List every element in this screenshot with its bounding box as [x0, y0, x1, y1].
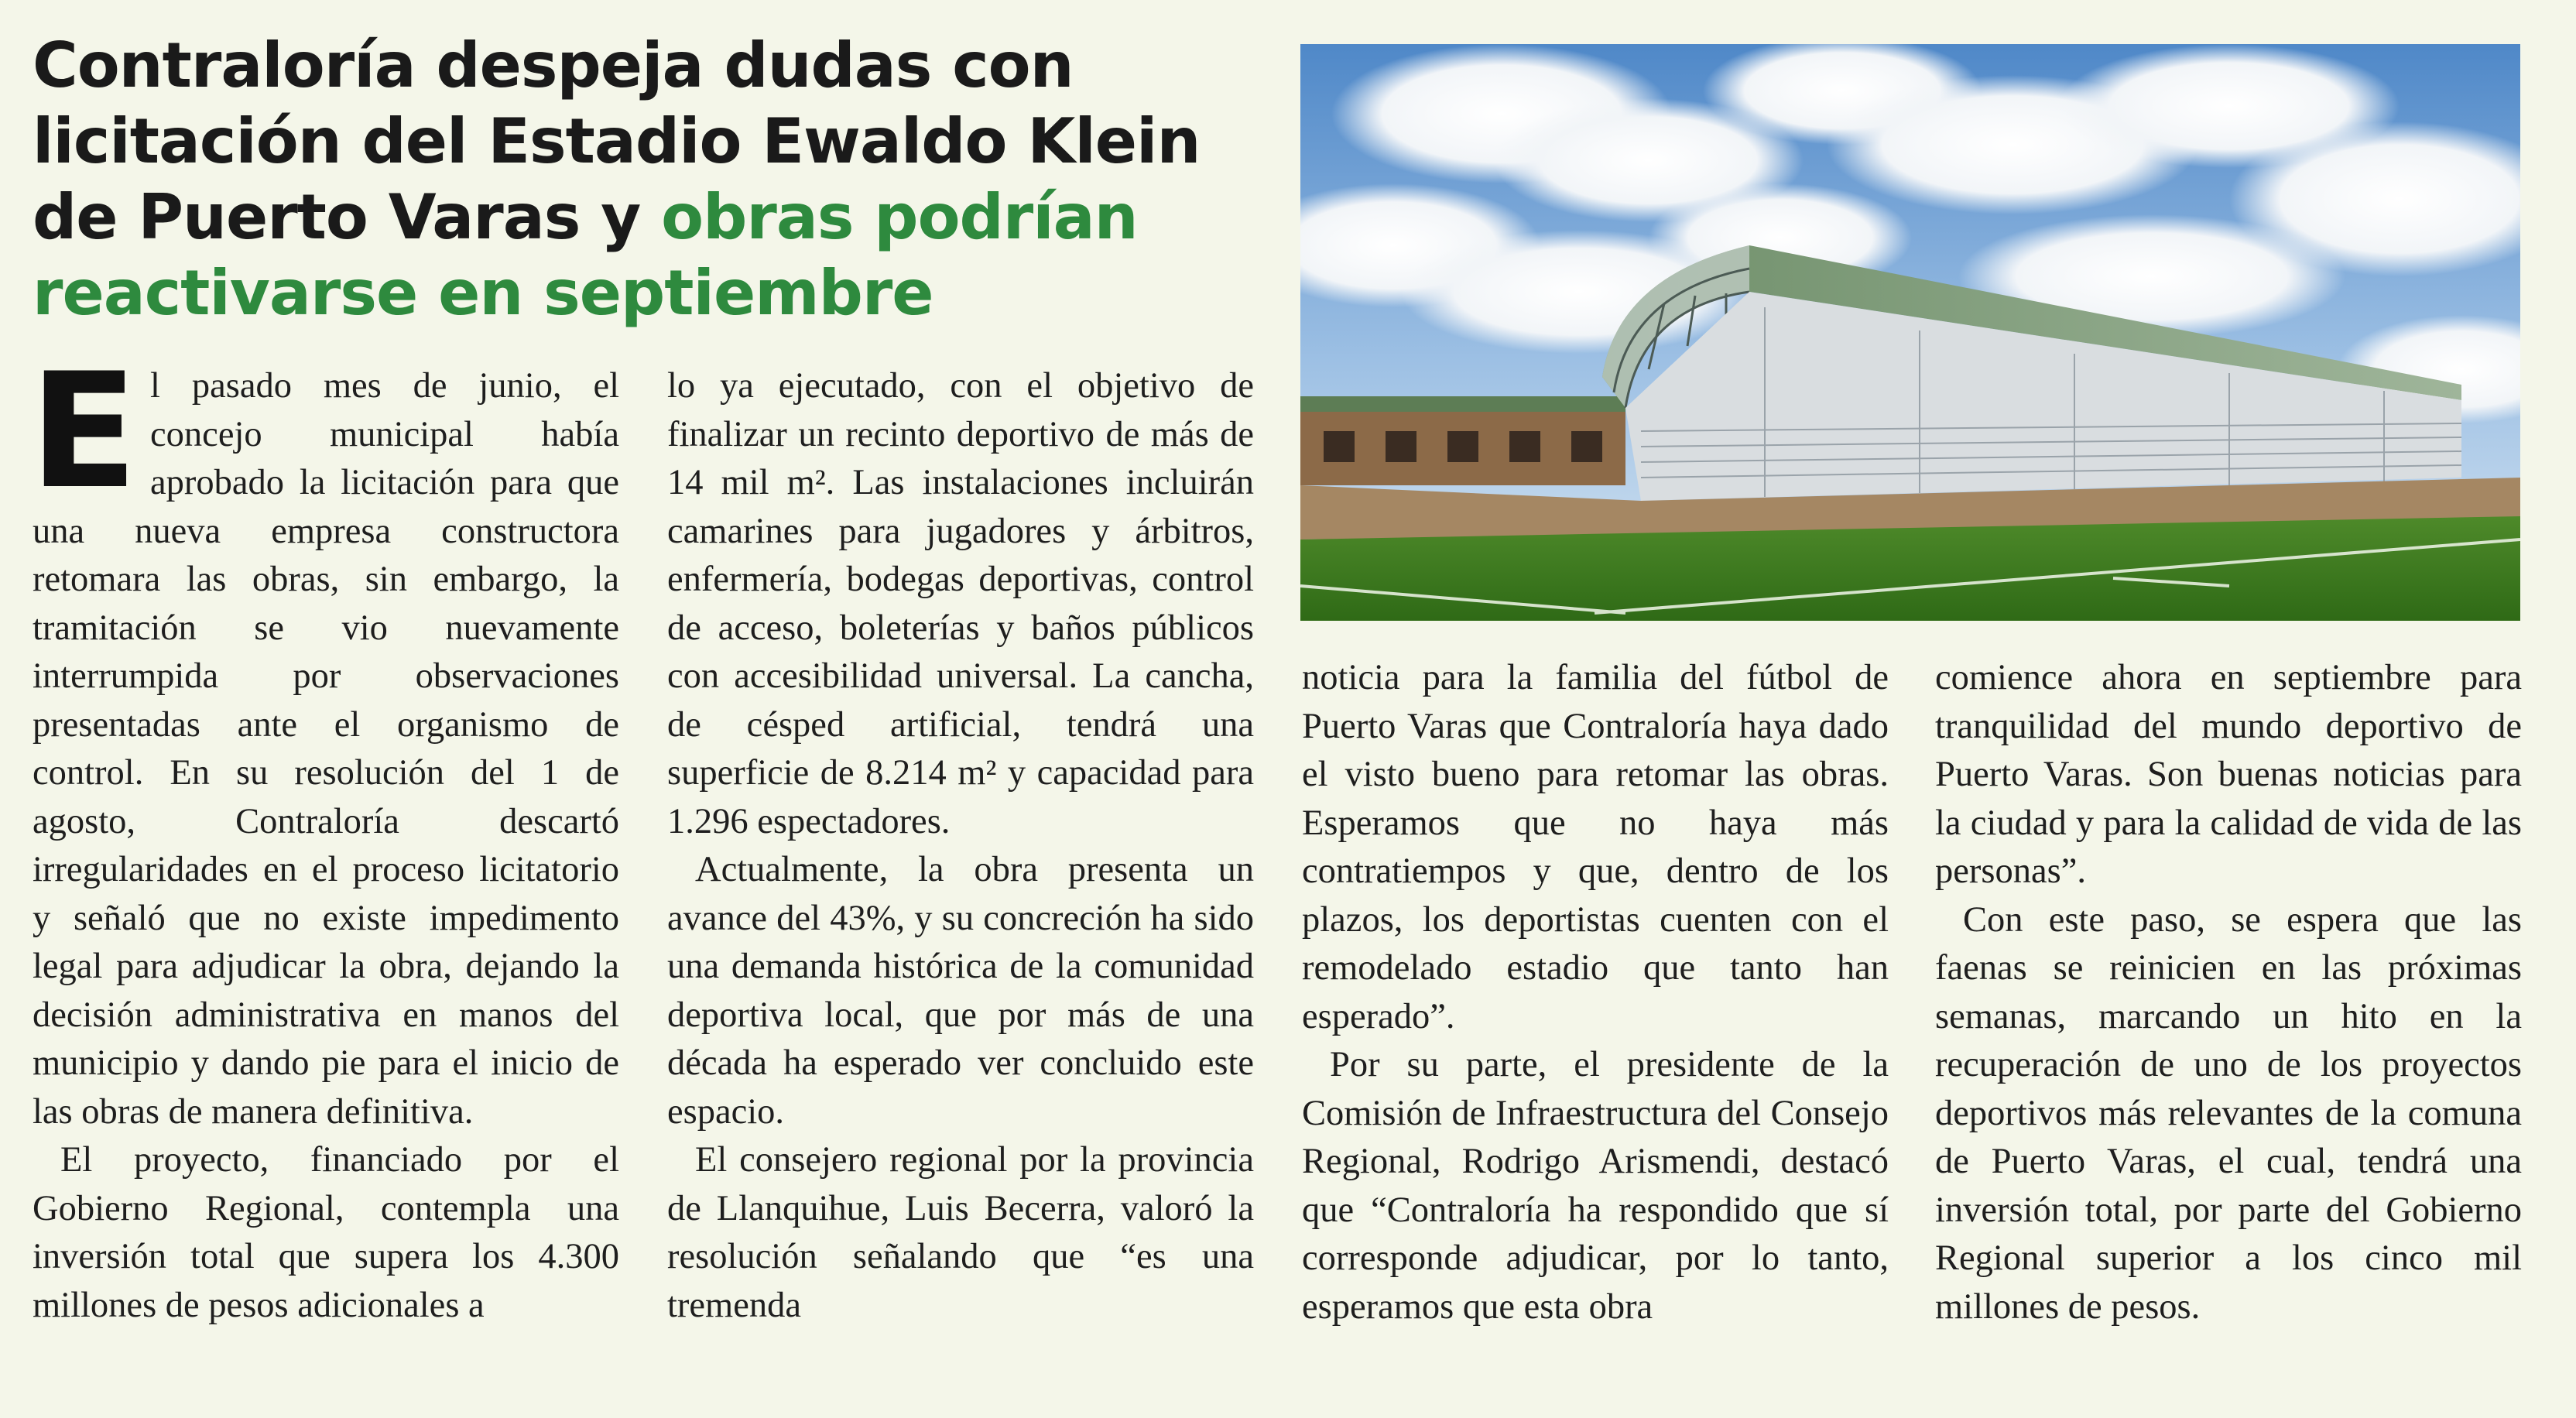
paragraph: noticia para la familia del fútbol de Puerto Varas que Contraloría haya dado el visto bueno para retomar las obras. Esperamos que no haya más contratiempos y que, dentro de los plazos, los deportistas cuenten con el remodelado estadio que tanto han esperado”.: [1302, 658, 1889, 1036]
headline-green-text: obras podrían reactivarse en septiembre: [33, 181, 1138, 329]
paragraph: lo ya ejecutado, con el objetivo de finalizar un recinto deportivo de más de 14 mil m². Las instalaciones incluirán camarines para jugadores y árbitros, enfermería, bodegas deportivas, control de acceso, boleterías y baños públicos con accesibilidad universal. La cancha, de césped artificial, tendrá una superficie de 8.214 m² y capacidad para 1.296 espectadores.: [667, 366, 1254, 841]
paragraph: Actualmente, la obra presenta un avance del 43%, y su concreción ha sido una demanda histórica de la comunidad deportiva local, que por más de una década ha esperado ver concluido este espacio.: [667, 850, 1254, 1132]
headline-black-text: Contraloría despeja dudas con licitación del Estadio Ewaldo Klein de Puerto Varas y: [33, 29, 1201, 253]
paragraph: Con este paso, se espera que las faenas se reinicien en las próximas semanas, marcando un hito en la recuperación de uno de los proyectos deportivos más relevantes de la comuna de Puerto Varas, el cual, tendrá una inversión total, por parte del Gobierno Regional superior a los cinco mil millones de pesos.: [1935, 899, 2522, 1327]
article-column-3: [1302, 654, 1889, 1331]
article-column-4: [1935, 654, 2522, 1331]
stadium-rendering-image: [1300, 44, 2520, 621]
article-headline: [33, 28, 1271, 331]
article-column-1: [29, 340, 619, 1330]
paragraph: Por su parte, el presidente de la Comisión de Infraestructura del Consejo Regional, Rodrigo Arismendi, destacó que “Contraloría ha respondido que sí corresponde adjudicar, por lo tanto, esperamos que esta obra: [1302, 1045, 1889, 1327]
paragraph: [29, 340, 619, 1136]
paragraph-text: l pasado mes de junio, el concejo municipal había aprobado la licitación para que una nueva empresa constructora retomara las obras, sin embargo, la tramitación se vio nuevamente interrumpida por observaciones presentadas ante el organismo de control. En su resolución del 1 de agosto, Contraloría descartó irregularidades en el proceso licitatorio y señaló que no existe impedimento legal para adjudicar la obra, dejando la decisión administrativa en manos del municipio y dando pie para el inicio de las obras de manera definitiva.: [33, 366, 619, 1132]
article-column-2: [667, 362, 1254, 1330]
paragraph: comience ahora en septiembre para tranquilidad del mundo deportivo de Puerto Varas. Son buenas noticias para la ciudad y para la calidad de vida de las personas”.: [1935, 658, 2522, 891]
drop-cap: E: [29, 340, 139, 524]
paragraph: El proyecto, financiado por el Gobierno Regional, contempla una inversión total que supera los 4.300 millones de pesos adicionales a: [33, 1140, 619, 1325]
paragraph: El consejero regional por la provincia de Llanquihue, Luis Becerra, valoró la resolución señalando que “es una tremenda: [667, 1140, 1254, 1325]
